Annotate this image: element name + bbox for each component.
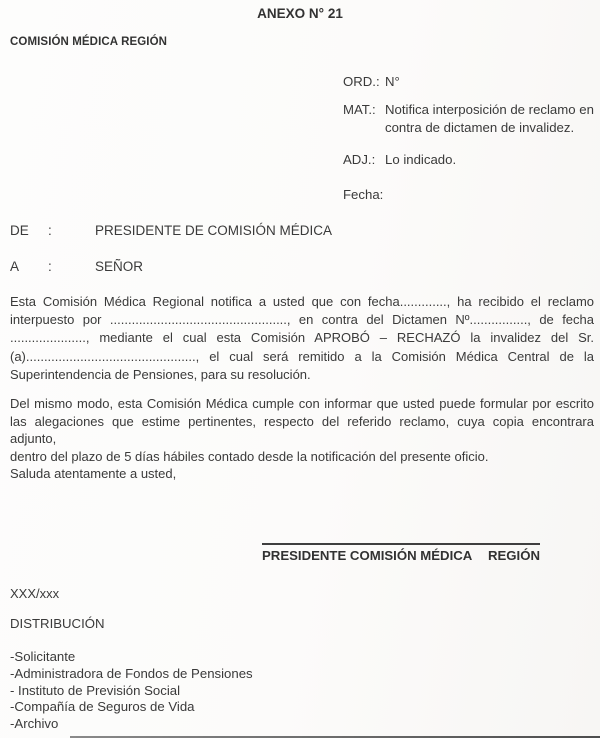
distribution-list [10,649,253,733]
to-colon: : [48,259,52,274]
signature-block [262,543,540,563]
mat-row [343,101,595,137]
to-value: SEÑOR [95,259,144,274]
signature-region: REGIÓN [487,548,540,563]
distribution-item: -Compañía de Seguros de Vida [10,699,195,715]
from-row [10,222,594,240]
from-label: DE [10,223,29,238]
paragraph1-line: interpuesto por ................................................., en contra del Dictamen Nº................, de fecha [10,312,594,328]
adj-label: ADJ.: [343,152,376,167]
signature-title: PRESIDENTE COMISIÓN MÉDICA [262,548,473,563]
distribution-item: -Administradora de Fondos de Pensiones [10,665,253,681]
paragraph1-line: Superintendencia de Pensiones, para su resolución. [10,366,311,382]
mat-value-line2: contra de dictamen de invalidez. [385,120,575,135]
document-title: ANEXO N° 21 [257,6,343,21]
organization-name: COMISIÓN MÉDICA REGIÓN [10,36,168,48]
paragraph1-line: Esta Comisión Médica Regional notifica a usted que con fecha............., ha recibido el reclamo [10,294,594,309]
paragraph1-line: (a)..............................................., el cual será remitido a la Comisión Médica Central de la [10,348,594,364]
mat-value [385,101,595,137]
ord-label: ORD.: [343,74,380,89]
distribution-item: - Instituto de Previsión Social [10,682,181,698]
distribution-item: -Solicitante [10,649,76,664]
to-label: A [10,259,20,274]
body-paragraph-1 [10,293,594,384]
mat-label: MAT.: [343,102,376,117]
ord-row [343,73,595,91]
paragraph1-line: ....................., mediante el cual esta Comisión APROBÓ – RECHAZÓ la invalidez del Sr. [10,330,594,346]
addressing-block [10,222,594,276]
reference-block [343,73,595,204]
fecha-label: Fecha: [343,187,384,202]
paragraph2-line: las alegaciones que estime pertinentes, respecto del referido reclamo, cuya copia encontrara adjunto, [10,413,594,447]
from-value: PRESIDENTE DE COMISIÓN MÉDICA [95,223,333,238]
closing-salutation: Saluda atentamente a usted, [10,466,177,481]
body-paragraph-2 [10,395,594,466]
mat-value-line1: Notifica interposición de reclamo en [385,102,594,117]
fecha-value [385,186,595,204]
distribution-title: DISTRIBUCIÓN [10,616,105,631]
fecha-row [343,186,595,204]
adj-row [343,151,595,169]
paragraph2-line: dentro del plazo de 5 días hábiles contado desde la notificación del presente oficio. [10,449,489,465]
ord-value: N° [385,74,400,89]
to-row [10,258,594,276]
distribution-item: -Archivo [10,716,59,732]
initials: XXX/xxx [10,586,60,601]
adj-value: Lo indicado. [385,152,457,167]
paragraph2-line: Del mismo modo, esta Comisión Médica cumple con informar que usted puede formular por escrito [10,396,594,411]
from-colon: : [48,223,52,238]
